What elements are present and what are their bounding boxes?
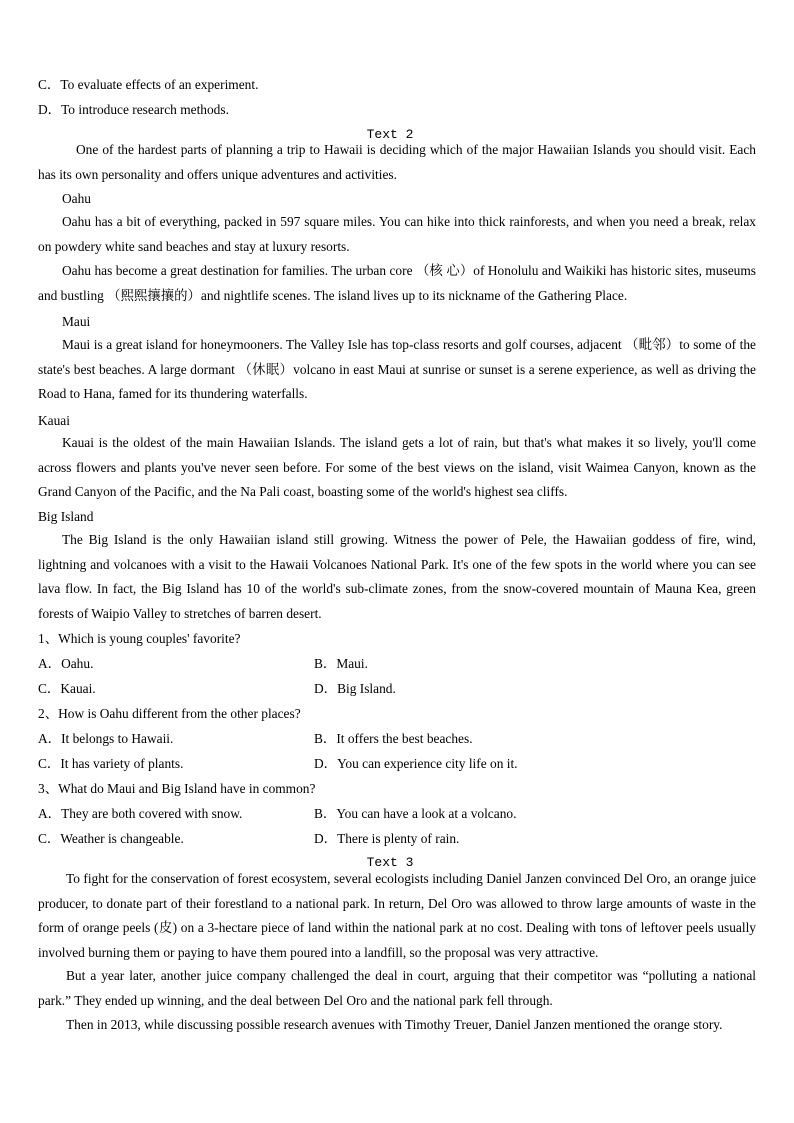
question-1-option-b[interactable]: B．Maui.: [314, 656, 368, 671]
question-1-stem: 1、Which is young couples' favorite?: [38, 631, 241, 646]
big-island-title: Big Island: [38, 509, 94, 524]
oahu-title: Oahu: [62, 191, 92, 206]
question-1-option-a[interactable]: A．Oahu.: [38, 656, 94, 671]
text2-heading: Text 2: [366, 127, 414, 142]
question-2-option-d[interactable]: D．You can experience city life on it.: [314, 756, 518, 771]
text2-intro: One of the hardest parts of planning a trip to Hawaii is deciding which of the major Hawaiian Islands you should visit. Each has its own personality and offers unique adventures and activities.: [38, 142, 756, 182]
prev-option-d: D．To introduce research methods.: [38, 102, 229, 117]
question-3-option-a[interactable]: A．They are both covered with snow.: [38, 806, 243, 821]
oahu-paragraph-1: Oahu has a bit of everything, packed in 597 square miles. You can hike into thick rainforests, and when you need a break, relax on powdery white sand beaches and stay at luxury resorts.: [38, 214, 756, 254]
question-1-option-d[interactable]: D．Big Island.: [314, 681, 396, 696]
kauai-title: Kauai: [38, 413, 70, 428]
text3-paragraph-1: To fight for the conservation of forest ecosystem, several ecologists including Daniel Janzen convinced Del Oro, an orange juice producer, to donate part of their forestland to a national park. In return, Del Oro was allowed to throw large amounts of waste in the form of orange peels (皮) on a 3-hectare piece of land within the national park at no cost. Dealing with tons of leftover peels usually involved burning them or paying to have them poured into a landfill, so the proposal was very attractive.: [38, 871, 756, 960]
question-2-option-a[interactable]: A．It belongs to Hawaii.: [38, 731, 174, 746]
question-3-stem: 3、What do Maui and Big Island have in common?: [38, 781, 316, 796]
question-2-option-b[interactable]: B．It offers the best beaches.: [314, 731, 473, 746]
question-2-option-c[interactable]: C．It has variety of plants.: [38, 756, 184, 771]
question-3-option-c[interactable]: C．Weather is changeable.: [38, 831, 184, 846]
question-3-option-d[interactable]: D．There is plenty of rain.: [314, 831, 460, 846]
kauai-paragraph: Kauai is the oldest of the main Hawaiian Islands. The island gets a lot of rain, but that's what makes it so lively, you'll come across flowers and plants you've never seen before. For some of the best views on the island, visit Waimea Canyon, known as the Grand Canyon of the Pacific, and the Na Pali coast, boasting some of the world's highest sea cliffs.: [38, 435, 756, 500]
question-3-option-b[interactable]: B．You can have a look at a volcano.: [314, 806, 517, 821]
question-1-option-c[interactable]: C．Kauai.: [38, 681, 96, 696]
maui-title: Maui: [62, 314, 91, 329]
question-2-stem: 2、How is Oahu different from the other places?: [38, 706, 301, 721]
big-island-paragraph: The Big Island is the only Hawaiian island still growing. Witness the power of Pele, the Hawaiian goddess of fire, wind, lightning and volcanoes with a visit to the Hawaii Volcanoes National Park. It's one of the few spots in the world where you can see lava flow. In fact, the Big Island has 10 of the world's sub-climate zones, from the snow-covered mountain of Mauna Kea, green forests of Waipio Valley to stretches of barren desert.: [38, 532, 756, 621]
oahu-paragraph-2: Oahu has become a great destination for families. The urban core （核 心）of Honolulu and Waikiki has historic sites, museums and bustling （熙熙攘攘的）and nightlife scenes. The island lives up to its nickname of the Gathering Place.: [38, 263, 756, 303]
prev-option-c: C．To evaluate effects of an experiment.: [38, 77, 259, 92]
text3-paragraph-2: But a year later, another juice company challenged the deal in court, arguing that their competitor was “polluting a national park.” They ended up winning, and the deal between Del Oro and the national park fell through.: [38, 968, 756, 1008]
maui-paragraph: Maui is a great island for honeymooners. The Valley Isle has top-class resorts and golf courses, adjacent （毗邻）to some of the state's best beaches. A large dormant （休眠）volcano in east Maui at sunrise or sunset is a serene experience, as well as driving the Road to Hana, famed for its thundering waterfalls.: [38, 337, 756, 402]
text3-paragraph-3: Then in 2013, while discussing possible research avenues with Timothy Treuer, Daniel Janzen mentioned the orange story.: [66, 1017, 723, 1032]
text3-heading: Text 3: [366, 855, 414, 870]
